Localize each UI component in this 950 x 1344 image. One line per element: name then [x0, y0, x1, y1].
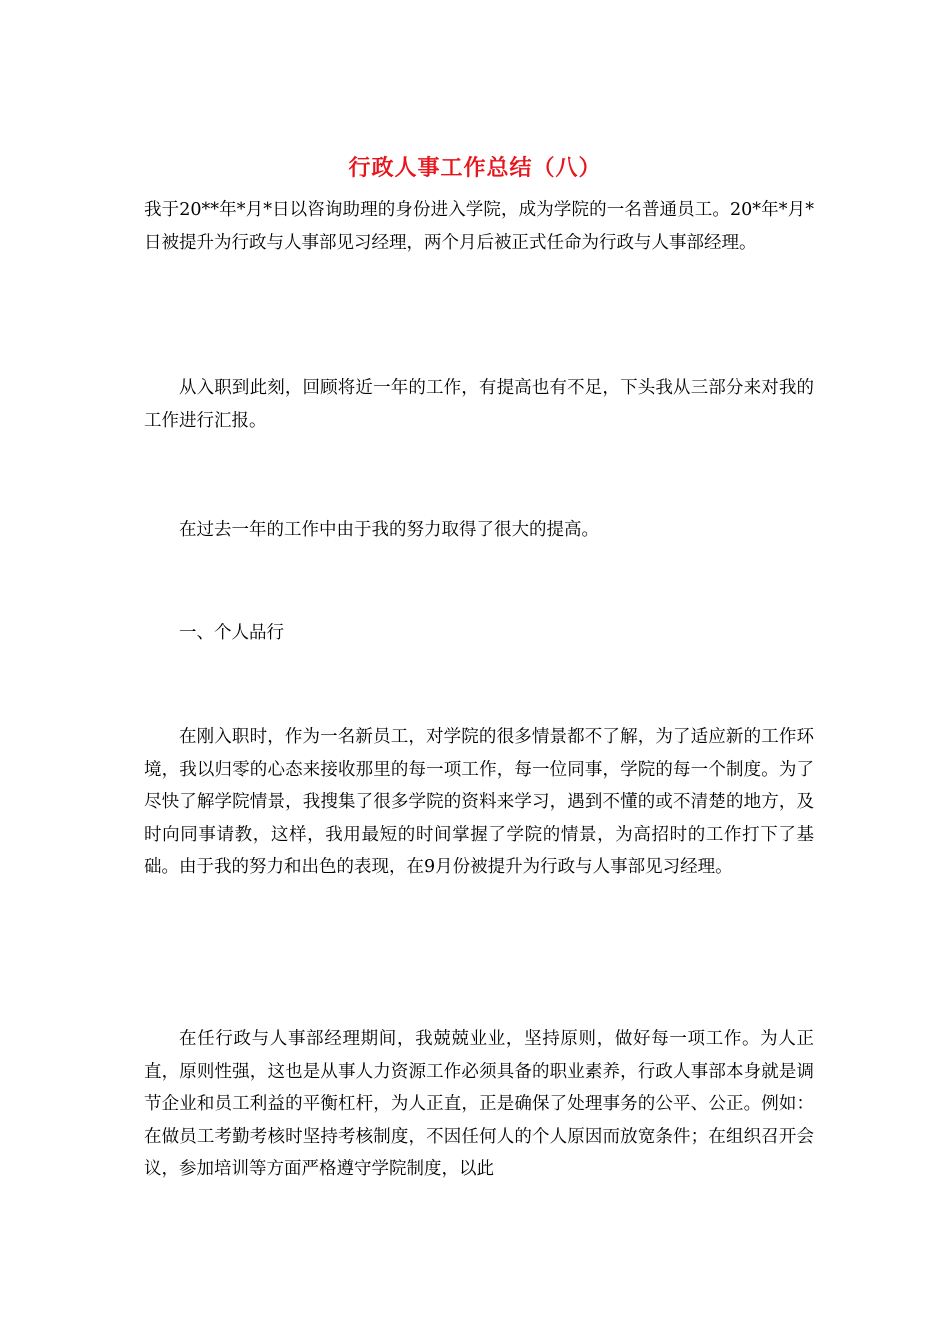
- paragraph-manager-tenure: [144, 1023, 814, 1186]
- paragraph-text: 在任行政与人事部经理期间，我兢兢业业，坚持原则，做好每一项工作。为人正直，原则性强，这也是从事人力资源工作必须具备的职业素养，行政人事部本身就是调节企业和员工利益的平衡杠杆，为人正直，正是确保了处理事务的公平、公正。例如：在做员工考勤考核时坚持考核制度，不因任何人的个人原因而放宽条件；在组织召开会议，参加培训等方面严格遵守学院制度，以此: [144, 1029, 814, 1179]
- paragraph-text: 在刚入职时，作为一名新员工，对学院的很多情景都不了解，为了适应新的工作环境，我以归零的心态来接收那里的每一项工作，每一位同事，学院的每一个制度。为了尽快了解学院情景，我搜集了很多学院的资料来学习，遇到不懂的或不清楚的地方，及时向同事请教，这样，我用最短的时间掌握了学院的情景，为高招时的工作打下了基础。由于我的努力和出色的表现，在9月份被提升为行政与人事部见习经理。: [144, 727, 814, 877]
- paragraph-intro: [144, 194, 814, 259]
- paragraph-text: 我于20**年*月*日以咨询助理的身份进入学院，成为学院的一名普通员工。20*年*月*日被提升为行政与人事部见习经理，两个月后被正式任命为行政与人事部经理。: [144, 200, 814, 253]
- paragraph-text: 在过去一年的工作中由于我的努力取得了很大的提高。: [179, 520, 599, 540]
- paragraph-overview: [144, 372, 814, 437]
- section-heading: 一、个人品行: [179, 623, 284, 643]
- paragraph-text: 从入职到此刻，回顾将近一年的工作，有提高也有不足，下头我从三部分来对我的工作进行汇报。: [144, 378, 814, 431]
- paragraph-onboarding: [144, 721, 814, 884]
- paragraph-progress: [144, 514, 814, 547]
- section-heading-personal-conduct: [144, 617, 814, 650]
- document-title: 行政人事工作总结（八）: [348, 155, 602, 181]
